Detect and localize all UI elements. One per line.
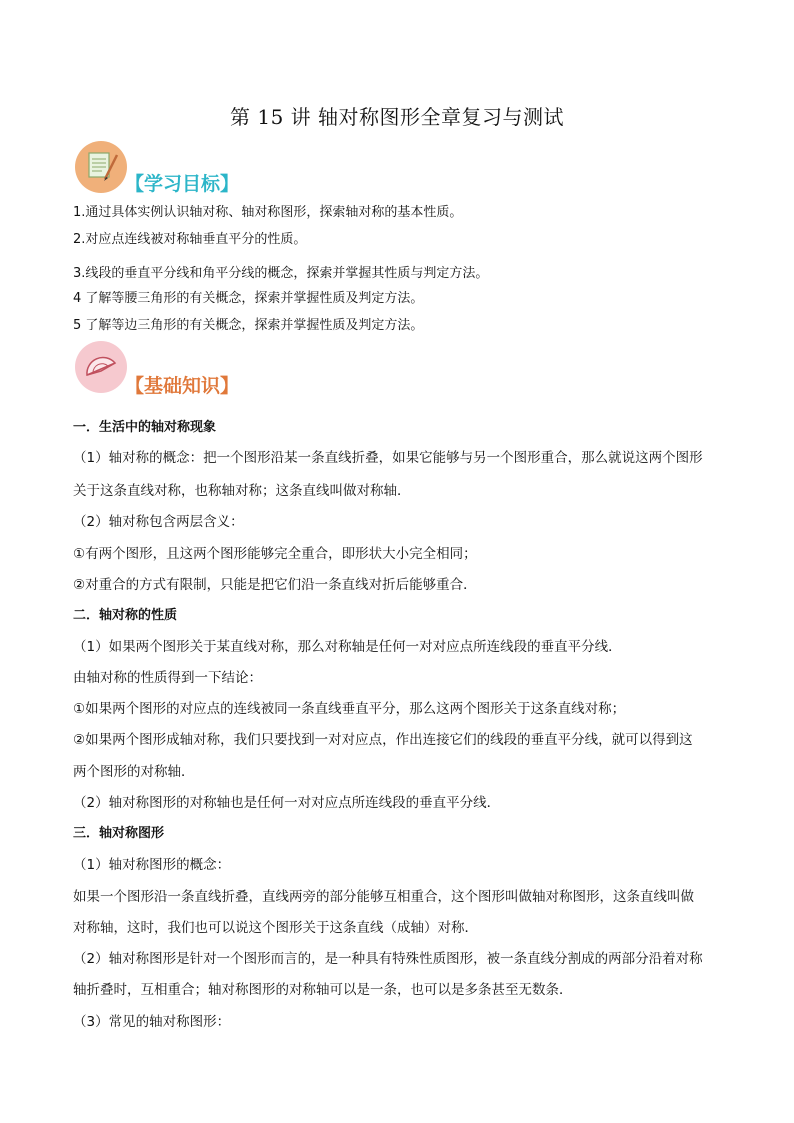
paragraph-line: ②如果两个图形成轴对称，我们只要找到一对对应点，作出连接它们的线段的垂直平分线，就可以得到这: [73, 732, 693, 748]
notebook-pencil-icon: [75, 141, 127, 193]
paragraph-line: ②对重合的方式有限制，只能是把它们沿一条直线对折后能够重合．: [73, 577, 477, 593]
paragraph-line: （2）轴对称包含两层含义：: [73, 514, 244, 530]
protractor-icon: [75, 341, 127, 393]
goals-label: 【学习目标】: [125, 173, 240, 195]
goal-item: 1.通过具体实例认识轴对称、轴对称图形，探索轴对称的基本性质。: [73, 205, 463, 220]
goal-item: 3.线段的垂直平分线和角平分线的概念，探索并掌握其性质与判定方法。: [73, 266, 489, 281]
paragraph-line: （1）如果两个图形关于某直线对称，那么对称轴是任何一对对应点所连线段的垂直平分线．: [73, 639, 622, 655]
paragraph-line: （1）轴对称图形的概念：: [73, 857, 231, 873]
paragraph-line: 如果一个图形沿一条直线折叠，直线两旁的部分能够互相重合，这个图形叫做轴对称图形，这条直线叫做: [73, 889, 694, 905]
paragraph-line: ①有两个图形，且这两个图形能够完全重合，即形状大小完全相同；: [73, 546, 477, 562]
paragraph-line: 对称轴，这时，我们也可以说这个图形关于这条直线（成轴）对称．: [73, 920, 478, 936]
paragraph-line: （1）轴对称的概念：把一个图形沿某一条直线折叠，如果它能够与另一个图形重合，那么就说这两个图形: [73, 450, 703, 466]
paragraph-line: 两个图形的对称轴．: [73, 764, 195, 780]
paragraph-line: （3）常见的轴对称图形：: [73, 1014, 231, 1030]
goal-item: 4 了解等腰三角形的有关概念，探索并掌握性质及判定方法。: [73, 291, 424, 306]
paragraph-line: （2）轴对称图形的对称轴也是任何一对对应点所连线段的垂直平分线．: [73, 795, 501, 811]
section-heading: 二．轴对称的性质: [73, 608, 178, 623]
paragraph-line: ①如果两个图形的对应点的连线被同一条直线垂直平分，那么这两个图形关于这条直线对称；: [73, 701, 626, 717]
paragraph-line: （2）轴对称图形是针对一个图形而言的，是一种具有特殊性质图形，被一条直线分割成的两部分沿着对称: [73, 951, 703, 967]
paragraph-line: 关于这条直线对称，也称轴对称；这条直线叫做对称轴．: [73, 483, 411, 499]
goal-item: 5 了解等边三角形的有关概念，探索并掌握性质及判定方法。: [73, 318, 424, 333]
paragraph-line: 轴折叠时，互相重合；轴对称图形的对称轴可以是一条，也可以是多条甚至无数条．: [73, 982, 573, 998]
goal-item: 2.对应点连线被对称轴垂直平分的性质。: [73, 232, 307, 247]
knowledge-label: 【基础知识】: [125, 375, 240, 397]
page-title: 第 15 讲 轴对称图形全章复习与测试: [229, 105, 565, 129]
paragraph-line: 由轴对称的性质得到一下结论：: [73, 670, 262, 686]
section-heading: 一．生活中的轴对称现象: [73, 420, 217, 435]
section-heading: 三．轴对称图形: [73, 826, 165, 841]
